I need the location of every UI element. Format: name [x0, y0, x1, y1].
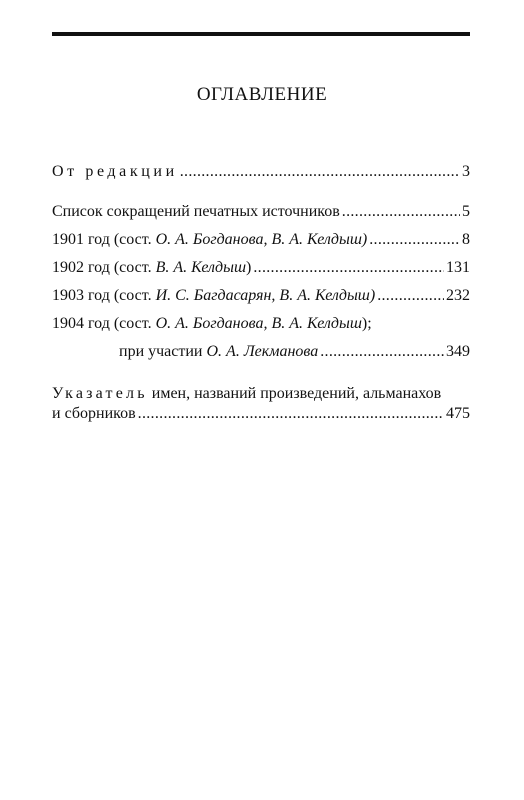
toc-page-number: 131	[446, 259, 470, 276]
toc-entry-label	[119, 342, 318, 362]
toc-entry-1901[interactable]	[52, 230, 470, 250]
leader-dots	[253, 258, 444, 278]
toc-entry-label: Список сокращений печатных источников	[52, 203, 340, 220]
top-rule	[52, 32, 470, 36]
toc-entry-label-rest: имен, названий произведений, альманахов	[147, 385, 442, 402]
leader-dots	[138, 404, 444, 424]
toc-entry-label	[52, 230, 367, 250]
toc-entry-label	[52, 286, 375, 306]
toc-entry-suffix: );	[361, 315, 372, 332]
toc-entry-prefix: 1903 год (сост.	[52, 287, 156, 304]
toc-entry-abbreviations[interactable]	[52, 202, 470, 222]
toc-entry-1903[interactable]	[52, 286, 470, 306]
toc-page-number: 475	[446, 405, 470, 422]
leader-dots	[369, 230, 460, 250]
toc-entry-compilers: И. С. Багдасарян, В. А. Келдыш)	[155, 287, 376, 304]
toc-page-number: 349	[446, 343, 470, 360]
toc-entry-compilers: О. А. Богданова, В. А. Келдыш)	[155, 231, 368, 248]
toc-entry-label: От редакции	[52, 163, 178, 180]
toc-page-number: 3	[462, 163, 470, 180]
leader-dots	[342, 202, 460, 222]
toc-entry-label-spaced: Указатель	[52, 385, 148, 402]
toc-entry-compilers: О. А. Богданова, В. А. Келдыш	[155, 315, 362, 332]
leader-dots	[320, 342, 444, 362]
toc-entry-1904-continued[interactable]	[119, 342, 470, 362]
toc-entry-label: и сборников	[52, 405, 136, 422]
toc-entry-label	[52, 314, 372, 334]
toc-entry-1902[interactable]	[52, 258, 470, 278]
toc-entry-1904[interactable]	[52, 314, 470, 334]
leader-dots	[180, 162, 460, 182]
toc-entry-prefix: 1904 год (сост.	[52, 315, 156, 332]
toc-entry-compilers: В. А. Келдыш	[155, 259, 247, 276]
toc-entry-prefix: 1902 год (сост.	[52, 259, 156, 276]
toc-entry-suffix: )	[246, 259, 252, 276]
toc-entry-label	[52, 258, 251, 278]
toc-page-number: 8	[462, 231, 470, 248]
toc-page-number: 232	[446, 287, 470, 304]
toc-page-number: 5	[462, 203, 470, 220]
toc-entry-prefix: при участии	[119, 343, 207, 360]
leader-dots	[377, 286, 444, 306]
toc-entry-contributor: О. А. Лекманова	[206, 343, 319, 360]
toc-entry-index-line1[interactable]	[52, 384, 470, 404]
toc-entry-index-line2[interactable]	[52, 404, 470, 424]
page-title: ОГЛАВЛЕНИЕ	[196, 84, 328, 105]
toc-entry-editorial[interactable]	[52, 162, 470, 182]
toc-entry-prefix: 1901 год (сост.	[52, 231, 156, 248]
